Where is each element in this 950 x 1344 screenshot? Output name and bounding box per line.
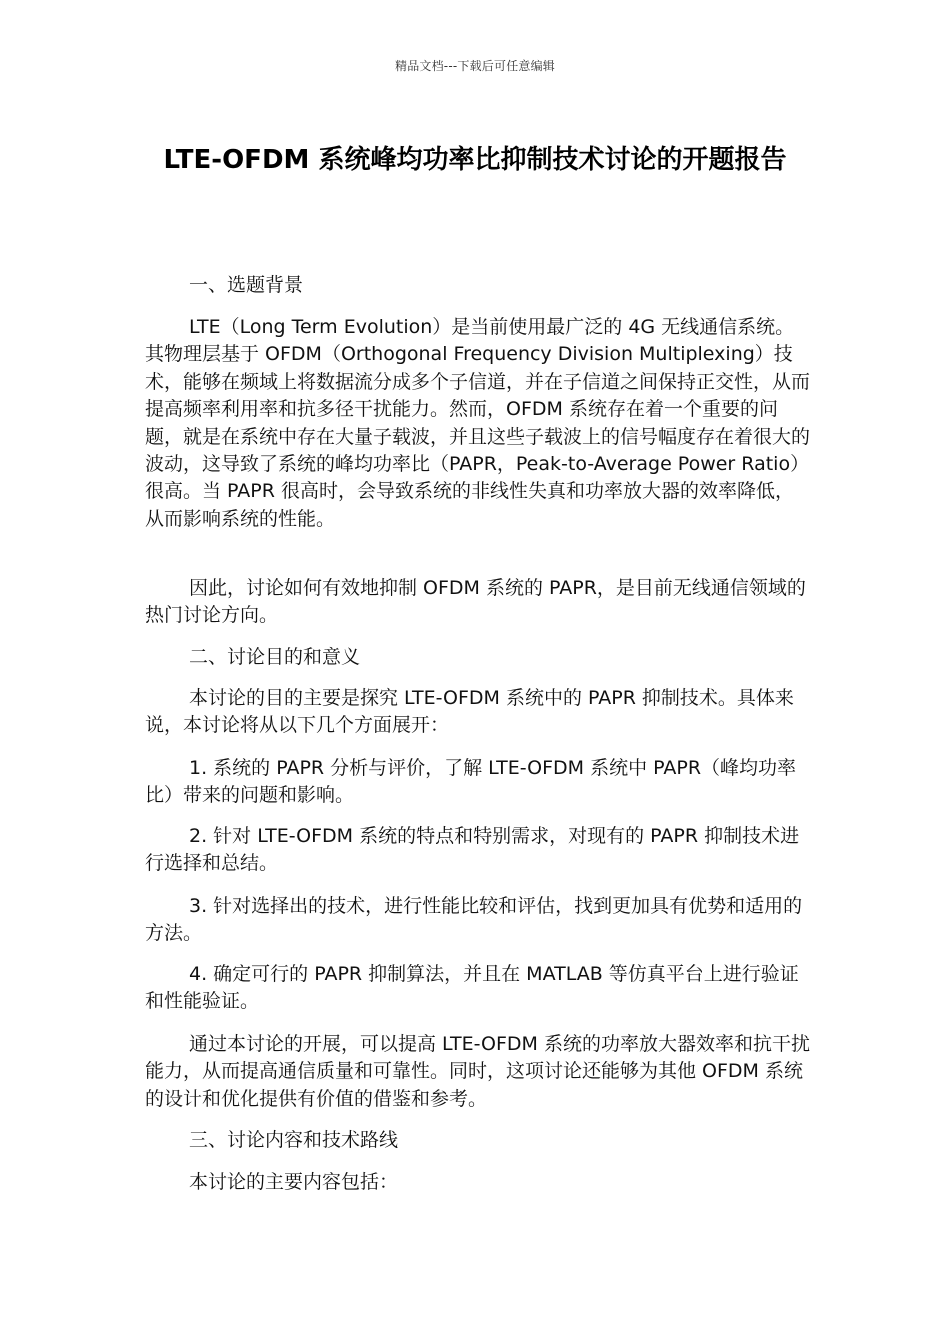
header-note: 精品文档---下载后可任意编辑 <box>395 59 555 73</box>
section-3-intro: 本讨论的主要内容包括： <box>189 1171 399 1193</box>
section-2-item-4: 4. 确定可行的 PAPR 抑制算法，并且在 MATLAB 等仿真平台上进行验证和性能验证。 <box>145 963 799 1013</box>
section-2-item-1: 1. 系统的 PAPR 分析与评价，了解 LTE-OFDM 系统中 PAPR（峰均功率比）带来的问题和影响。 <box>145 757 797 807</box>
section-2-item-2: 2. 针对 LTE-OFDM 系统的特点和特别需求，对现有的 PAPR 抑制技术进行选择和总结。 <box>145 825 800 875</box>
section-1-paragraph-2: 因此，讨论如何有效地抑制 OFDM 系统的 PAPR，是目前无线通信领域的热门讨论方向。 <box>145 577 806 627</box>
section-1-heading: 一、选题背景 <box>189 274 304 296</box>
section-2-intro: 本讨论的目的主要是探究 LTE-OFDM 系统中的 PAPR 抑制技术。具体来说，本讨论将从以下几个方面展开： <box>145 687 794 737</box>
document-title: LTE-OFDM 系统峰均功率比抑制技术讨论的开题报告 <box>163 145 787 175</box>
section-2-conclusion: 通过本讨论的开展，可以提高 LTE-OFDM 系统的功率放大器效率和抗干扰能力，从而提高通信质量和可靠性。同时，这项讨论还能够为其他 OFDM 系统的设计和优化提供有价值的借鉴和参考。 <box>145 1033 810 1110</box>
section-2-item-3: 3. 针对选择出的技术，进行性能比较和评估，找到更加具有优势和适用的方法。 <box>145 895 803 945</box>
section-3-heading: 三、讨论内容和技术路线 <box>189 1129 399 1151</box>
section-2-heading: 二、讨论目的和意义 <box>189 646 361 668</box>
section-1-paragraph-1: LTE（Long Term Evolution）是当前使用最广泛的 4G 无线通信系统。其物理层基于 OFDM（Orthogonal Frequency Division Multiplexing）技术，能够在频域上将数据流分成多个子信道，并在子信道之间保持正交性，从而提高频率利用率和抗多径干扰能力。然而，OFDM 系统存在着一个重要的问题，就是在系统中存在大量子载波，并且这些子载波上的信号幅度存在着很大的波动，这导致了系统的峰均功率比（PAPR，Peak-to-Average Power Ratio）很高。当 PAPR 很高时，会导致系统的非线性失真和功率放大器的效率降低，从而影响系统的性能。 <box>145 316 811 530</box>
